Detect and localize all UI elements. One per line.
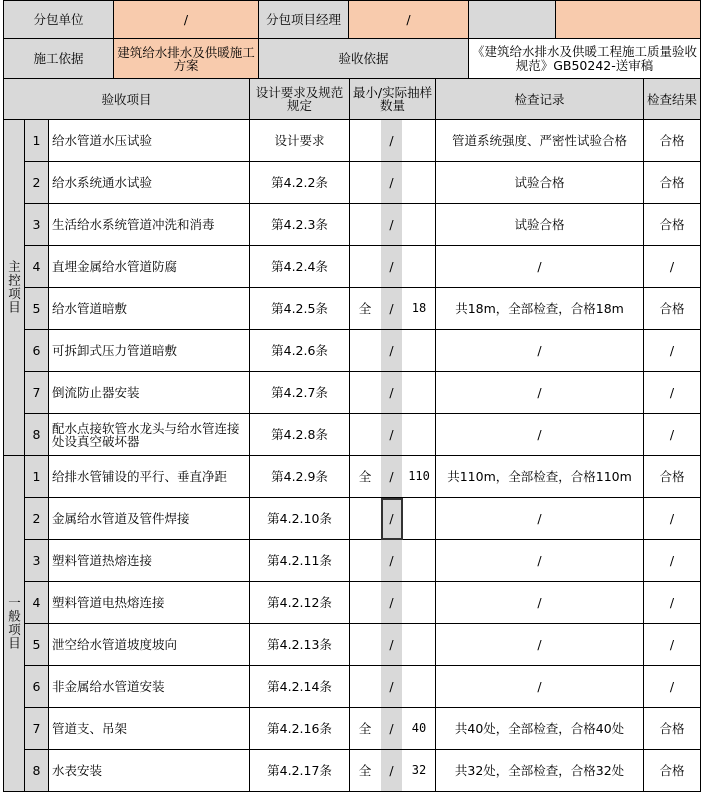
row-item-name: 非金属给水管道安装	[49, 666, 250, 708]
row-result[interactable]: /	[644, 414, 701, 456]
row-number: 7	[25, 372, 49, 414]
blank-peach-cell[interactable]	[556, 1, 701, 39]
row-sample-slash[interactable]: /	[381, 120, 403, 162]
row-number: 5	[25, 288, 49, 330]
row-number: 8	[25, 414, 49, 456]
row-check-record[interactable]: 试验合格	[436, 162, 644, 204]
row-result[interactable]: /	[644, 666, 701, 708]
row-item-name: 配水点接软管水龙头与给水管连接处设真空破坏器	[49, 414, 250, 456]
row-actual-sample[interactable]	[403, 120, 436, 162]
table-row	[4, 708, 701, 750]
row-actual-sample[interactable]: 40	[403, 708, 436, 750]
row-result[interactable]: /	[644, 330, 701, 372]
row-sample-slash[interactable]: /	[381, 330, 403, 372]
row-actual-sample[interactable]: 32	[403, 750, 436, 792]
table-row	[4, 666, 701, 708]
row-actual-sample[interactable]	[403, 204, 436, 246]
row-item-name: 给水管道暗敷	[49, 288, 250, 330]
row-item-name: 泄空给水管道坡度坡向	[49, 624, 250, 666]
table-row	[4, 414, 701, 456]
sub-unit-label: 分包单位	[4, 1, 114, 39]
group-label-text: 主控项目	[6, 259, 22, 314]
row-check-record[interactable]: /	[436, 414, 644, 456]
row-sample-slash[interactable]: /	[381, 246, 403, 288]
row-item-name: 倒流防止器安装	[49, 372, 250, 414]
row-actual-sample[interactable]	[403, 372, 436, 414]
row-actual-sample[interactable]	[403, 162, 436, 204]
col-record-header: 检查记录	[436, 79, 644, 120]
table-row	[4, 288, 701, 330]
row-check-record[interactable]: 共32处，全部检查，合格32处	[436, 750, 644, 792]
row-min-sample[interactable]	[350, 330, 381, 372]
row-result[interactable]: 合格	[644, 708, 701, 750]
row-item-name: 给水系统通水试验	[49, 162, 250, 204]
row-design-ref: 第4.2.2条	[250, 162, 350, 204]
row-item-name: 塑料管道热熔连接	[49, 540, 250, 582]
table-row	[4, 498, 701, 540]
row-design-ref: 设计要求	[250, 120, 350, 162]
row-result[interactable]: 合格	[644, 750, 701, 792]
row-number: 7	[25, 708, 49, 750]
row-actual-sample[interactable]: 110	[403, 456, 436, 498]
row-result[interactable]: 合格	[644, 162, 701, 204]
row-design-ref: 第4.2.9条	[250, 456, 350, 498]
row-sample-slash[interactable]: /	[381, 750, 403, 792]
row-min-sample[interactable]	[350, 120, 381, 162]
row-number: 2	[25, 498, 49, 540]
row-actual-sample[interactable]	[403, 624, 436, 666]
row-sample-slash[interactable]: /	[381, 204, 403, 246]
row-min-sample[interactable]	[350, 582, 381, 624]
row-sample-slash[interactable]: /	[381, 540, 403, 582]
row-result[interactable]: /	[644, 246, 701, 288]
col-sample-header: 最小/实际抽样数量	[350, 79, 436, 120]
row-result[interactable]: /	[644, 372, 701, 414]
row-min-sample[interactable]	[350, 204, 381, 246]
accept-basis-value[interactable]: 《建筑给水排水及供暖工程施工质量验收规范》GB50242-送审稿	[469, 39, 701, 79]
basis-label: 施工依据	[4, 39, 114, 79]
table-row	[4, 120, 701, 162]
sub-manager-label: 分包项目经理	[259, 1, 349, 39]
row-min-sample[interactable]: 全	[350, 750, 381, 792]
row-design-ref: 第4.2.16条	[250, 708, 350, 750]
column-header-row	[4, 79, 701, 120]
group-label	[4, 120, 25, 456]
row-item-name: 管道支、吊架	[49, 708, 250, 750]
table-row	[4, 750, 701, 792]
col-design-header: 设计要求及规范规定	[250, 79, 350, 120]
row-design-ref: 第4.2.12条	[250, 582, 350, 624]
row-check-record[interactable]: /	[436, 624, 644, 666]
row-check-record[interactable]: 试验合格	[436, 204, 644, 246]
row-check-record[interactable]: 管道系统强度、严密性试验合格	[436, 120, 644, 162]
row-min-sample[interactable]	[350, 246, 381, 288]
row-actual-sample[interactable]	[403, 246, 436, 288]
row-sample-slash[interactable]: /	[381, 162, 403, 204]
table-row	[4, 372, 701, 414]
row-check-record[interactable]: /	[436, 582, 644, 624]
row-result[interactable]: 合格	[644, 204, 701, 246]
row-design-ref: 第4.2.14条	[250, 666, 350, 708]
row-design-ref: 第4.2.3条	[250, 204, 350, 246]
row-actual-sample[interactable]	[403, 582, 436, 624]
table-row	[4, 330, 701, 372]
blank-gray-cell	[469, 1, 556, 39]
row-design-ref: 第4.2.6条	[250, 330, 350, 372]
row-min-sample[interactable]	[350, 666, 381, 708]
row-result[interactable]: /	[644, 498, 701, 540]
table-row	[4, 162, 701, 204]
group-label	[4, 456, 25, 792]
row-min-sample[interactable]	[350, 624, 381, 666]
row-number: 1	[25, 456, 49, 498]
row-sample-slash[interactable]: /	[381, 624, 403, 666]
row-design-ref: 第4.2.11条	[250, 540, 350, 582]
row-item-name: 直埋金属给水管道防腐	[49, 246, 250, 288]
row-sample-slash[interactable]: /	[381, 666, 403, 708]
table-row	[4, 624, 701, 666]
row-design-ref: 第4.2.8条	[250, 414, 350, 456]
row-sample-slash[interactable]: /	[381, 288, 403, 330]
row-check-record[interactable]: /	[436, 372, 644, 414]
row-min-sample[interactable]: 全	[350, 456, 381, 498]
row-item-name: 塑料管道电热熔连接	[49, 582, 250, 624]
sub-manager-value[interactable]: /	[349, 1, 469, 39]
row-min-sample[interactable]: 全	[350, 708, 381, 750]
row-item-name: 给排水管铺设的平行、垂直净距	[49, 456, 250, 498]
row-check-record[interactable]: /	[436, 540, 644, 582]
basis-value[interactable]: 建筑给水排水及供暖施工方案	[114, 39, 259, 79]
row-min-sample[interactable]	[350, 540, 381, 582]
acceptance-table	[3, 78, 701, 792]
row-check-record[interactable]: 共18m，全部检查，合格18m	[436, 288, 644, 330]
row-check-record[interactable]: /	[436, 246, 644, 288]
table-row	[4, 540, 701, 582]
row-sample-slash[interactable]: /	[381, 708, 403, 750]
row-number: 4	[25, 582, 49, 624]
row-design-ref: 第4.2.7条	[250, 372, 350, 414]
row-result[interactable]: 合格	[644, 456, 701, 498]
table-row	[4, 204, 701, 246]
row-check-record[interactable]: /	[436, 330, 644, 372]
row-actual-sample[interactable]	[403, 666, 436, 708]
row-item-name: 水表安装	[49, 750, 250, 792]
row-check-record[interactable]: 共110m，全部检查，合格110m	[436, 456, 644, 498]
row-min-sample[interactable]	[350, 498, 381, 540]
row-design-ref: 第4.2.4条	[250, 246, 350, 288]
row-design-ref: 第4.2.10条	[250, 498, 350, 540]
row-actual-sample[interactable]	[403, 540, 436, 582]
row-design-ref: 第4.2.13条	[250, 624, 350, 666]
row-item-name: 给水管道水压试验	[49, 120, 250, 162]
accept-basis-label: 验收依据	[259, 39, 469, 79]
row-number: 6	[25, 666, 49, 708]
row-number: 2	[25, 162, 49, 204]
row-min-sample[interactable]	[350, 414, 381, 456]
row-sample-slash[interactable]: /	[381, 372, 403, 414]
row-item-name: 金属给水管道及管件焊接	[49, 498, 250, 540]
row-sample-slash[interactable]: /	[381, 582, 403, 624]
row-min-sample[interactable]	[350, 162, 381, 204]
row-number: 1	[25, 120, 49, 162]
table-row	[4, 246, 701, 288]
row-number: 6	[25, 330, 49, 372]
row-sample-slash[interactable]: /	[381, 456, 403, 498]
row-check-record[interactable]: /	[436, 666, 644, 708]
row-number: 5	[25, 624, 49, 666]
table-row	[4, 456, 701, 498]
row-result[interactable]: /	[644, 624, 701, 666]
row-item-name: 可拆卸式压力管道暗敷	[49, 330, 250, 372]
row-item-name: 生活给水系统管道冲洗和消毒	[49, 204, 250, 246]
row-sample-slash[interactable]: /	[381, 498, 403, 540]
row-number: 3	[25, 540, 49, 582]
row-actual-sample[interactable]: 18	[403, 288, 436, 330]
row-number: 3	[25, 204, 49, 246]
row-number: 8	[25, 750, 49, 792]
row-actual-sample[interactable]	[403, 414, 436, 456]
row-min-sample[interactable]	[350, 372, 381, 414]
row-result[interactable]: /	[644, 582, 701, 624]
col-item-header: 验收项目	[4, 79, 250, 120]
row-check-record[interactable]: /	[436, 498, 644, 540]
row-min-sample[interactable]: 全	[350, 288, 381, 330]
header-table	[3, 0, 701, 79]
row-actual-sample[interactable]	[403, 498, 436, 540]
row-sample-slash[interactable]: /	[381, 414, 403, 456]
row-result[interactable]: 合格	[644, 288, 701, 330]
row-design-ref: 第4.2.5条	[250, 288, 350, 330]
group-label-text: 一般项目	[6, 595, 22, 650]
row-result[interactable]: /	[644, 540, 701, 582]
sub-unit-value[interactable]: /	[114, 1, 259, 39]
row-result[interactable]: 合格	[644, 120, 701, 162]
row-design-ref: 第4.2.17条	[250, 750, 350, 792]
col-result-header: 检查结果	[644, 79, 701, 120]
row-actual-sample[interactable]	[403, 330, 436, 372]
row-check-record[interactable]: 共40处，全部检查，合格40处	[436, 708, 644, 750]
row-number: 4	[25, 246, 49, 288]
table-row	[4, 582, 701, 624]
